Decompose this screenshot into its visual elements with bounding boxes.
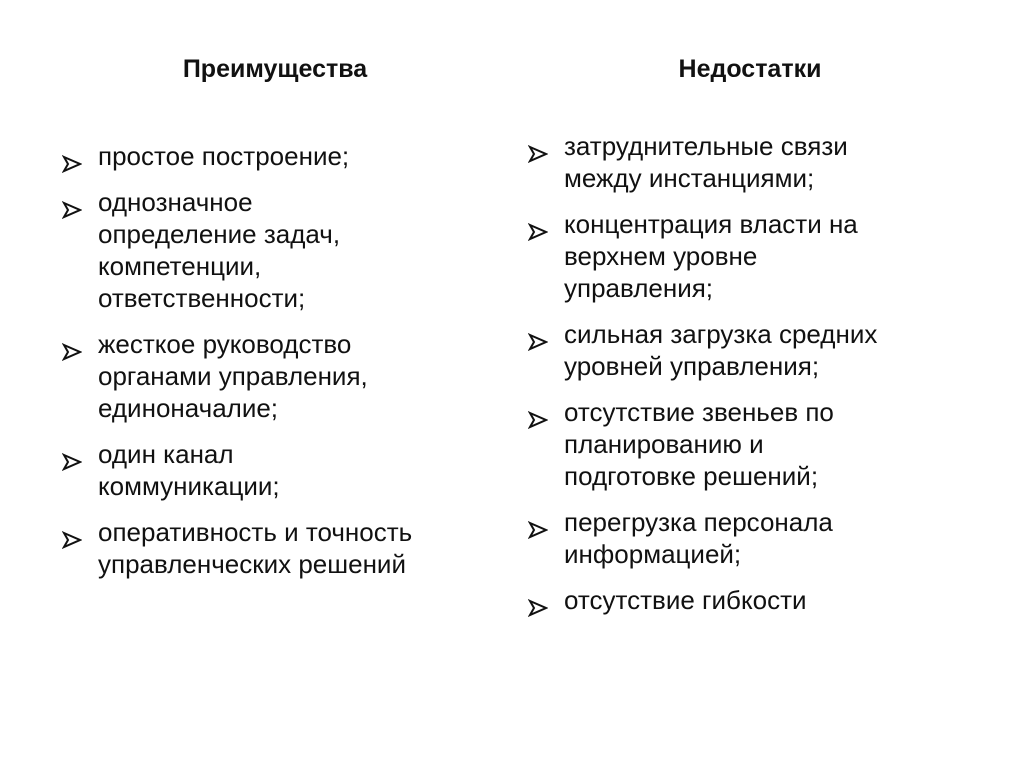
disadvantages-list bbox=[528, 130, 988, 630]
chevron-bullet-icon bbox=[528, 514, 548, 532]
list-item bbox=[62, 140, 492, 172]
list-item bbox=[528, 584, 988, 616]
list-item-text: отсутствие звеньев по планированию и подготовке решений; bbox=[564, 397, 834, 491]
chevron-bullet-icon bbox=[528, 326, 548, 344]
chevron-bullet-icon bbox=[528, 592, 548, 610]
chevron-bullet-icon bbox=[62, 148, 82, 166]
list-item-text: оперативность и точность управленческих решений bbox=[98, 517, 413, 579]
list-item bbox=[62, 186, 492, 314]
list-item bbox=[528, 396, 988, 492]
advantages-title: Преимущества bbox=[182, 55, 368, 83]
list-item bbox=[528, 318, 988, 382]
chevron-bullet-icon bbox=[62, 524, 82, 542]
list-item bbox=[62, 438, 492, 502]
list-item bbox=[62, 328, 492, 424]
list-item-text: затруднительные связи между инстанциями; bbox=[564, 131, 848, 193]
chevron-bullet-icon bbox=[62, 194, 82, 212]
advantages-list bbox=[62, 140, 492, 594]
list-item-text: сильная загрузка средних уровней управления; bbox=[564, 319, 878, 381]
chevron-bullet-icon bbox=[62, 336, 82, 354]
list-item-text: жесткое руководство органами управления, единоначалие; bbox=[98, 329, 368, 423]
list-item bbox=[528, 208, 988, 304]
disadvantages-title: Недостатки bbox=[678, 55, 822, 83]
list-item-text: перегрузка персонала информацией; bbox=[564, 507, 833, 569]
chevron-bullet-icon bbox=[62, 446, 82, 464]
list-item-text: простое построение; bbox=[98, 141, 350, 171]
list-item-text: отсутствие гибкости bbox=[564, 585, 807, 615]
chevron-bullet-icon bbox=[528, 138, 548, 156]
list-item bbox=[528, 130, 988, 194]
chevron-bullet-icon bbox=[528, 216, 548, 234]
list-item-text: однозначное определение задач, компетенции, ответственности; bbox=[98, 187, 341, 313]
list-item bbox=[528, 506, 988, 570]
list-item-text: концентрация власти на верхнем уровне управления; bbox=[564, 209, 858, 303]
chevron-bullet-icon bbox=[528, 404, 548, 422]
list-item-text: один канал коммуникации; bbox=[98, 439, 280, 501]
list-item bbox=[62, 516, 492, 580]
